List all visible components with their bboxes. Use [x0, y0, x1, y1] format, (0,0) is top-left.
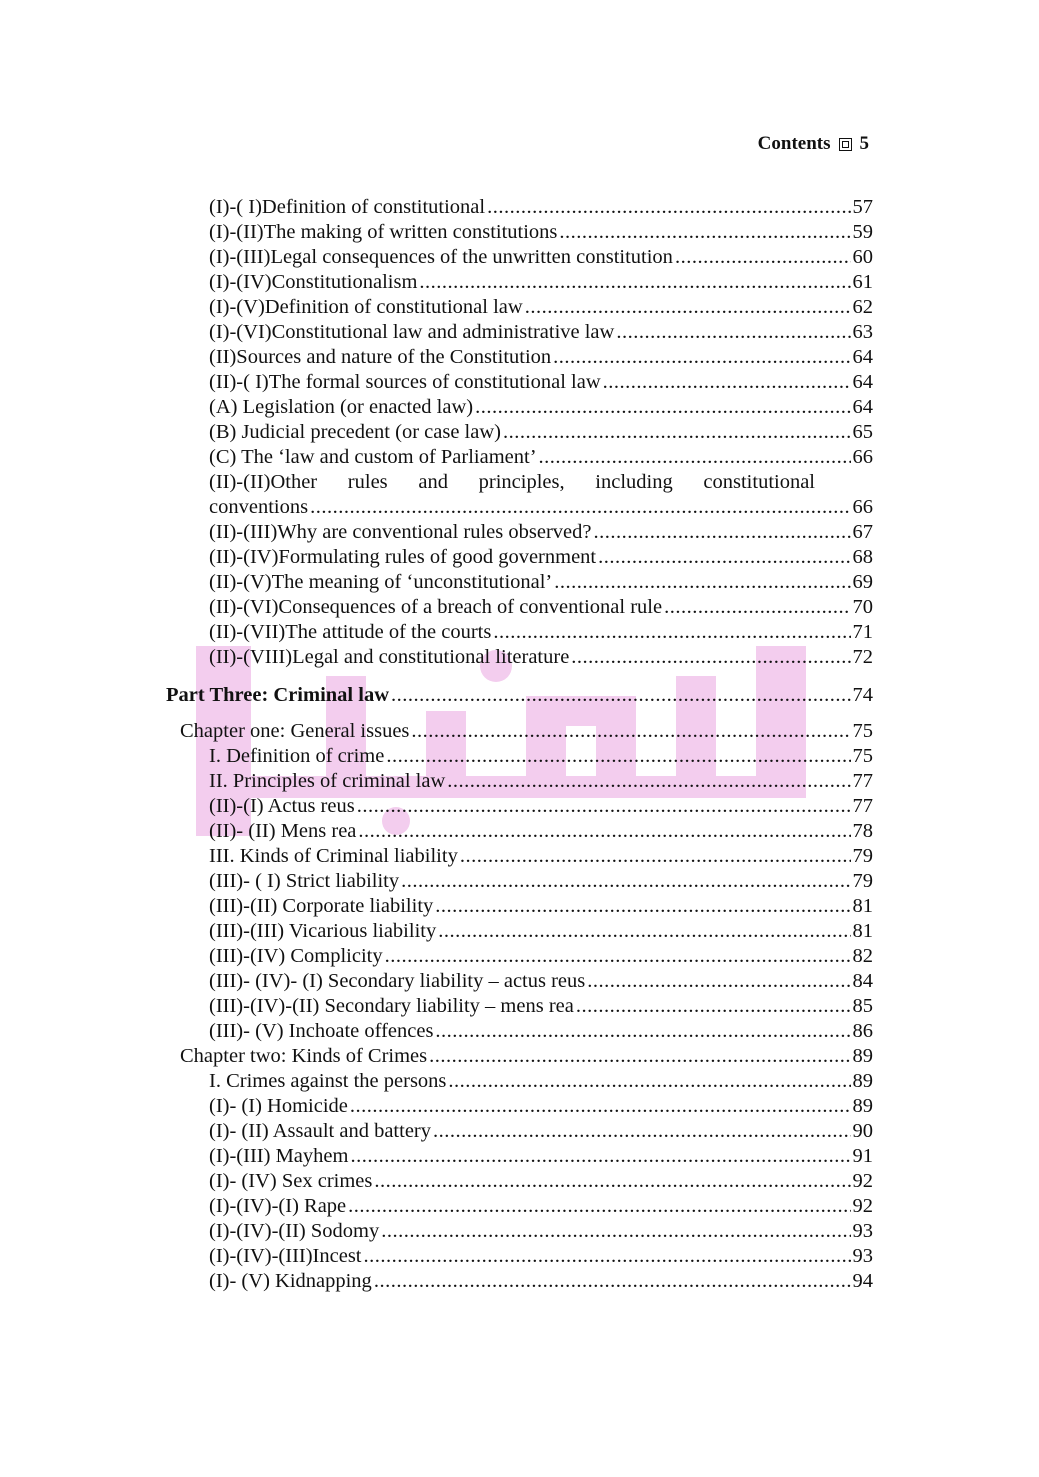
toc-entry[interactable]: (I)-(IV)Constitutionalism ..... 61 [209, 270, 873, 295]
toc-entry[interactable]: (C) The ‘law and custom of Parliament’ ..... 66 [209, 445, 873, 470]
toc-entry[interactable]: (I)- (II) Assault and battery ..... 90 [209, 1119, 873, 1144]
toc-entry-wrapped[interactable]: (II)-(II)Other rules and principles, including constitutional [209, 471, 815, 493]
toc-entry[interactable]: (III)-(IV)-(II) Secondary liability – mens rea ..... 85 [209, 994, 873, 1019]
toc-entry[interactable]: (II)Sources and nature of the Constitution ..... 64 [209, 345, 873, 370]
toc-entry[interactable]: (I)- (IV) Sex crimes ..... 92 [209, 1169, 873, 1194]
toc-entry[interactable]: (I)-(III) Mayhem ..... 91 [209, 1144, 873, 1169]
toc-entry[interactable]: (III)-(II) Corporate liability ..... 81 [209, 894, 873, 919]
toc-entry[interactable]: III. Kinds of Criminal liability ..... 79 [209, 844, 873, 869]
toc-entry[interactable]: (II)- (II) Mens rea ..... 78 [209, 819, 873, 844]
boxed-square-icon [839, 138, 852, 151]
toc-entry[interactable]: (I)-(V)Definition of constitutional law ..... 62 [209, 295, 873, 320]
toc-entry[interactable]: (II)-(V)The meaning of ‘unconstitutional’ ..... 69 [209, 570, 873, 595]
toc-entry[interactable]: (I)-(VI)Constitutional law and administrative law ..... 63 [209, 320, 873, 345]
toc-entry[interactable]: (I)-(III)Legal consequences of the unwritten constitution ..... 60 [209, 245, 873, 270]
toc-entry[interactable]: conventions ..... 66 [209, 495, 873, 520]
toc-entry[interactable]: (II)-(I) Actus reus ..... 77 [209, 794, 873, 819]
page-number: 5 [859, 133, 869, 154]
toc-entry[interactable]: I. Definition of crime ..... 75 [209, 744, 873, 769]
toc-entry[interactable]: (II)-( I)The formal sources of constitutional law ..... 64 [209, 370, 873, 395]
toc-entry[interactable]: (I)-(IV)-(I) Rape ..... 92 [209, 1194, 873, 1219]
toc-entry[interactable]: (I)-(II)The making of written constitutions ..... 59 [209, 220, 873, 245]
toc-part-heading[interactable]: Part Three: Criminal law ..... 74 [166, 683, 873, 708]
toc-entry[interactable]: I. Crimes against the persons ..... 89 [209, 1069, 873, 1094]
toc-entry[interactable]: (III)-(III) Vicarious liability ..... 81 [209, 919, 873, 944]
toc-entry[interactable]: (III)- ( I) Strict liability ..... 79 [209, 869, 873, 894]
page-header [758, 133, 869, 155]
toc-entry[interactable]: (I)- (V) Kidnapping ..... 94 [209, 1269, 873, 1294]
toc-entry[interactable]: (III)- (V) Inchoate offences ..... 86 [209, 1019, 873, 1044]
toc-entry[interactable]: (II)-(IV)Formulating rules of good government ..... 68 [209, 545, 873, 570]
toc-entry[interactable]: (I)-(IV)-(III)Incest ..... 93 [209, 1244, 873, 1269]
toc-entry[interactable]: (II)-(III)Why are conventional rules observed? ..... 67 [209, 520, 873, 545]
toc-entry[interactable]: (III)-(IV) Complicity ..... 82 [209, 944, 873, 969]
toc-entry[interactable]: (III)- (IV)- (I) Secondary liability – actus reus ..... 84 [209, 969, 873, 994]
toc-entry[interactable]: (II)-(VI)Consequences of a breach of conventional rule ..... 70 [209, 595, 873, 620]
toc-entry[interactable]: II. Principles of criminal law ..... 77 [209, 769, 873, 794]
toc-chapter[interactable]: Chapter one: General issues ..... 75 [180, 719, 873, 744]
toc-entry[interactable]: (II)-(VIII)Legal and constitutional literature ..... 72 [209, 645, 873, 670]
toc-entry[interactable]: (I)-(IV)-(II) Sodomy ..... 93 [209, 1219, 873, 1244]
toc-entry[interactable]: (A) Legislation (or enacted law) ..... 64 [209, 395, 873, 420]
toc-entry[interactable]: (II)-(VII)The attitude of the courts ..... 71 [209, 620, 873, 645]
toc-chapter[interactable]: Chapter two: Kinds of Crimes ..... 89 [180, 1044, 873, 1069]
header-title: Contents [757, 133, 831, 154]
toc-entry[interactable]: (I)- (I) Homicide ..... 89 [209, 1094, 873, 1119]
toc-entry[interactable]: (I)-( I)Definition of constitutional ..... 57 [209, 195, 873, 220]
toc-entry[interactable]: (B) Judicial precedent (or case law) ..... 65 [209, 420, 873, 445]
